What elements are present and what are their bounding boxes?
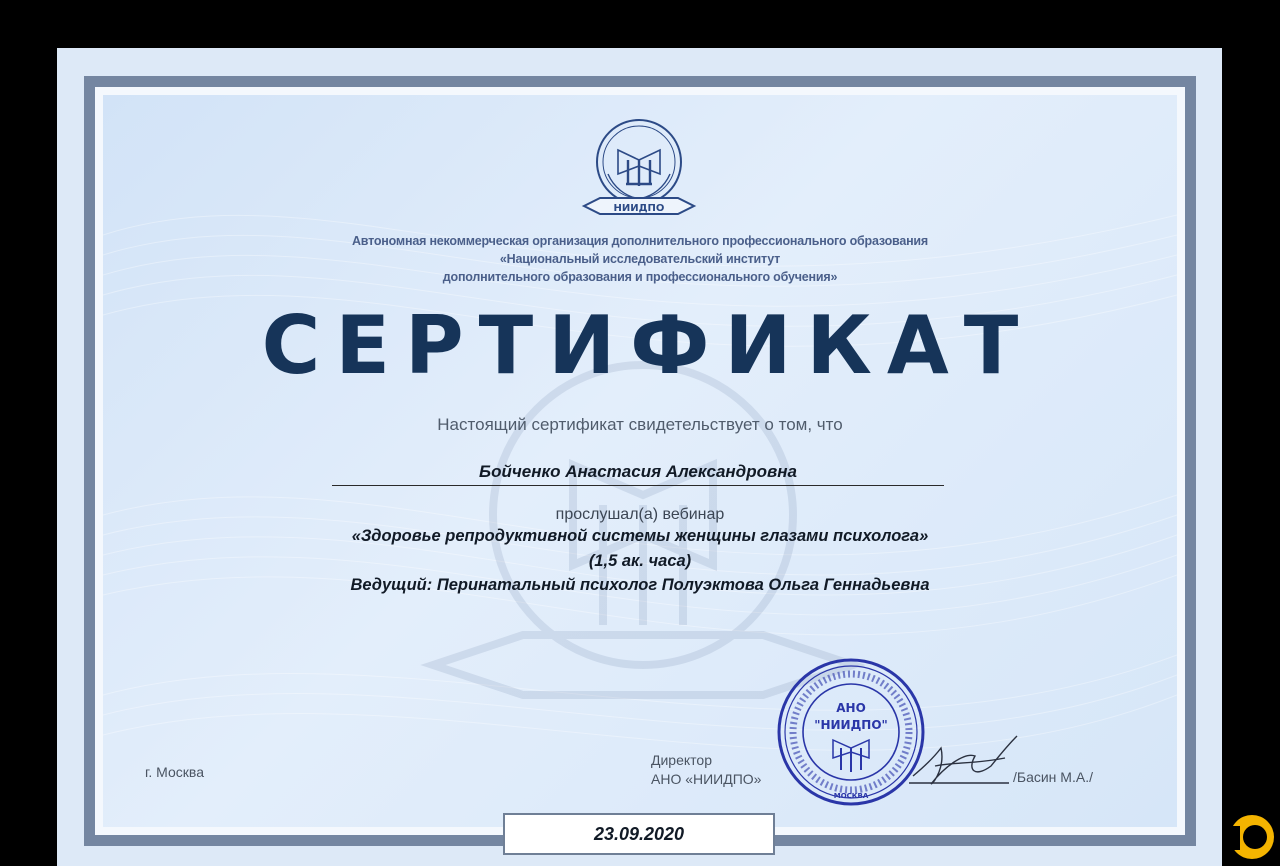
niidpo-emblem-icon xyxy=(578,116,700,222)
certificate-subtitle: Настоящий сертификат свидетельствует о том, что xyxy=(437,415,843,434)
organization-line-3: дополнительного образования и профессионального обучения» xyxy=(442,270,838,284)
recipient-name: Бойченко Анастасия Александровна xyxy=(479,462,797,481)
signer-name: /Басин М.А./ xyxy=(1013,769,1093,785)
issue-date: 23.09.2020 xyxy=(593,824,685,844)
organization-line-2: «Национальный исследовательский институт xyxy=(499,252,781,266)
webinar-hours: (1,5 ак. часа) xyxy=(588,552,692,570)
webinar-topic: «Здоровье репродуктивной системы женщины глазами психолога» xyxy=(351,527,929,545)
seal-text-city: МОСКВА xyxy=(833,792,869,800)
director-org: АНО «НИИДПО» xyxy=(651,771,762,787)
director-block xyxy=(651,751,761,789)
city-label: г. Москва xyxy=(145,764,204,780)
director-title: Директор xyxy=(651,752,712,768)
listened-text: прослушал(а) вебинар xyxy=(555,506,725,523)
seal-text-ano: АНО xyxy=(836,701,866,715)
certificate-title: СЕРТИФИКАТ xyxy=(261,299,1034,392)
round-stamp-icon xyxy=(773,654,929,810)
date-box xyxy=(503,813,775,855)
webinar-host: Ведущий: Перинатальный психолог Полуэктова Ольга Геннадьевна xyxy=(350,576,930,594)
seal-text-niidpo: "НИИДПО" xyxy=(814,718,888,732)
organization-line-1: Автономная некоммерческая организация дополнительного профессионального образования xyxy=(351,234,929,248)
site-logo-icon xyxy=(1222,808,1278,864)
logo-text: НИИДПО xyxy=(613,203,665,214)
recipient-underline xyxy=(332,485,944,486)
organization-name xyxy=(290,232,990,286)
